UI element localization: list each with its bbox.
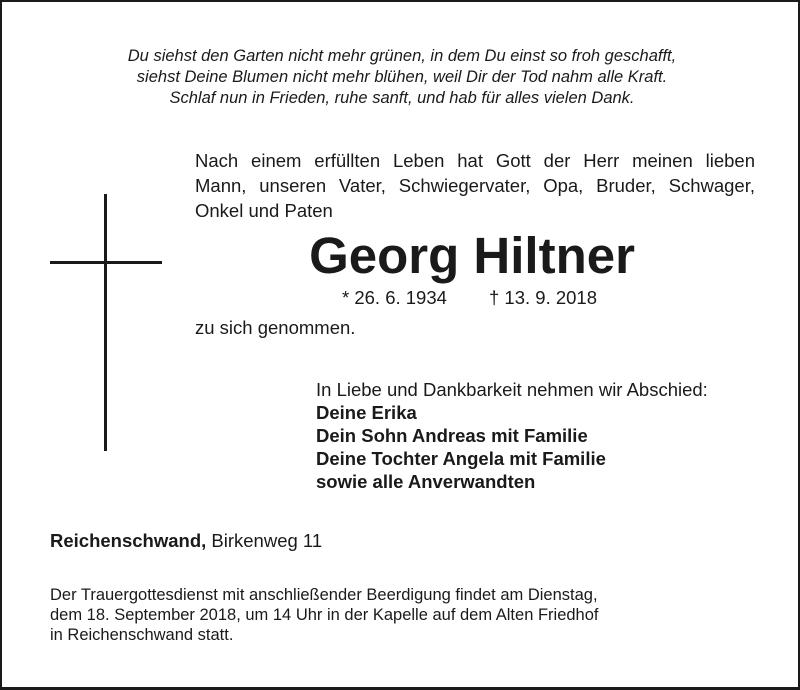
family-address — [50, 529, 322, 553]
announcement-intro — [195, 148, 755, 223]
funeral-service-info — [50, 585, 599, 645]
birth-date: * 26. 6. 1934 — [342, 287, 447, 308]
address-town: Reichenschwand, — [50, 530, 207, 551]
memorial-poem — [2, 46, 800, 109]
mourner-2: Dein Sohn Andreas mit Familie — [316, 425, 588, 446]
cross-vertical-bar — [104, 194, 107, 451]
service-line-2: dem 18. September 2018, um 14 Uhr in der Kapelle auf dem Alten Friedhof — [50, 606, 599, 624]
poem-line-2: siehst Deine Blumen nicht mehr blühen, weil Dir der Tod nahm alle Kraft. — [136, 68, 668, 86]
intro-line-2: Mann, unseren Vater, Schwiegervater, Opa, Bruder, Schwager, — [195, 175, 755, 196]
deceased-name: Georg Hiltner — [309, 227, 635, 284]
closing-phrase: zu sich genommen. — [195, 317, 356, 338]
service-line-1: Der Trauergottesdienst mit anschließender Beerdigung findet am Dienstag, — [50, 586, 598, 604]
death-date: † 13. 9. 2018 — [489, 287, 598, 308]
cross-horizontal-bar — [50, 261, 162, 264]
mourner-4: sowie alle Anverwandten — [316, 471, 536, 492]
mourner-3: Deine Tochter Angela mit Familie — [316, 448, 606, 469]
poem-line-1: Du siehst den Garten nicht mehr grünen, in dem Du einst so froh geschafft, — [127, 47, 677, 65]
mourners-block — [316, 378, 708, 493]
intro-line-1: Nach einem erfüllten Leben hat Gott der Herr meinen lieben — [195, 150, 755, 171]
intro-line-3: Onkel und Paten — [195, 200, 333, 221]
poem-line-3: Schlaf nun in Frieden, ruhe sanft, und hab für alles vielen Dank. — [169, 89, 635, 107]
service-line-3: in Reichenschwand statt. — [50, 626, 234, 644]
address-street: Birkenweg 11 — [211, 530, 323, 551]
mourners-intro: In Liebe und Dankbarkeit nehmen wir Abschied: — [316, 379, 708, 400]
mourner-1: Deine Erika — [316, 402, 417, 423]
